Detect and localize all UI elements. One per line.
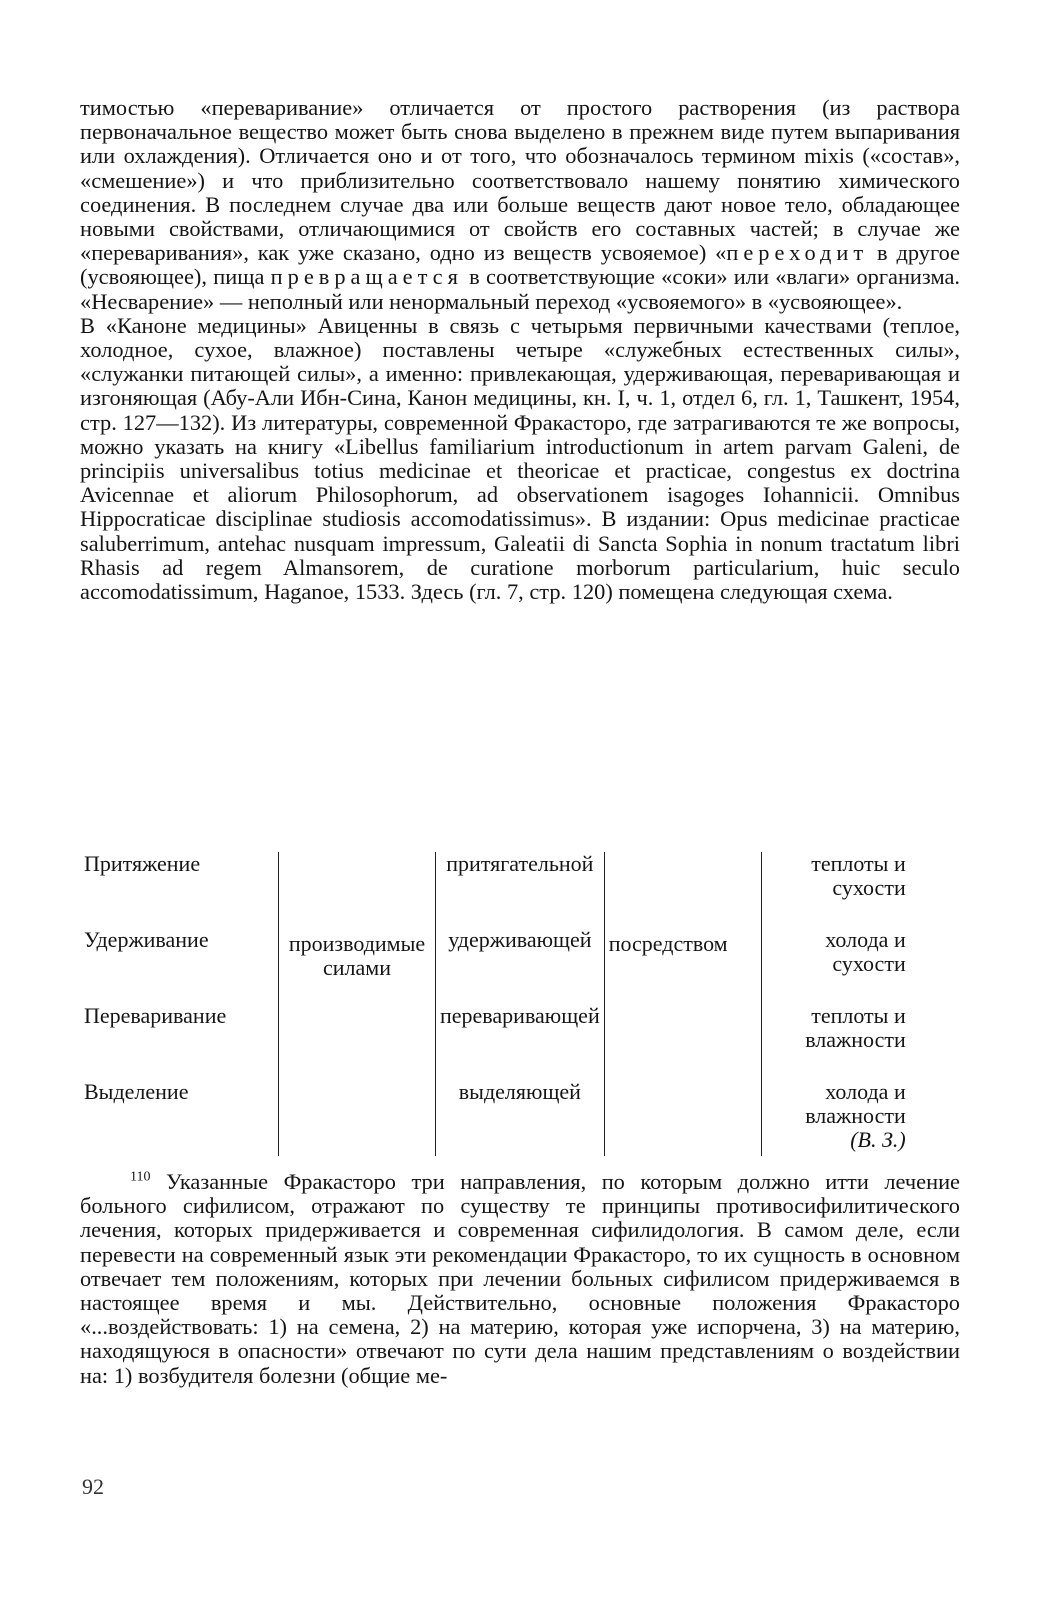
paragraph-text-3: в соответствующие «соки» или «влаги» организма. «Несварение» — неполный или ненормальный переход «усвояемого» в «усвояющее».	[80, 264, 960, 314]
paragraph-avicenna: В «Каноне медицины» Авиценны в связь с четырьмя первичными качествами (теплое, холодное, сухое, влажное) поставлены четыре «служебных естественных силы», «служанки питающей силы», а именно: привлекающая, удерживающая, переваривающая и изгоняющая (Абу-Али Ибн-Сина, Канон медицины, кн. I, ч. 1, отдел 6, гл. 1, Ташкент, 1954, стр. 127—132). Из литературы, современной Фракасторо, где затрагиваются те же вопросы, можно указать на книгу «Libellus familiarium introductionum in artem parvam Galeni, de principiis universalibus totius medicinae et theoricae et practicae, congestus ex doctrina Avicennae et aliorum Philosophorum, ad observationem isagoges Iohannicii. Omnibus Hippocraticae disciplinae studiosis accomodatissimus». В издании: Opus medicinae practicae saluberrimum, antehac nusquam impressum, Galeatii di Sancta Sophia in nonum tractatum libri Rhasis ad regem Almansorem, de curatione morborum particularium, huic seculo accomodatissimum, Haganoe, 1533. Здесь (гл. 7, стр. 120) помещена следующая схема.	[80, 312, 960, 605]
page-number: 92	[82, 1474, 104, 1499]
scheme-force: переваривающей	[436, 1004, 605, 1080]
scheme-row	[80, 1004, 910, 1080]
scheme-row	[80, 1080, 910, 1156]
scheme-signature: (В. З.)	[850, 1127, 906, 1152]
scheme-quality-text: холода и влажности	[805, 1079, 906, 1128]
scheme-via-text: посредством	[608, 931, 728, 956]
scheme-term: Удерживание	[84, 927, 209, 952]
scheme-quality: холода и сухости	[825, 927, 906, 976]
scheme-term: Переваривание	[84, 1003, 227, 1028]
scheme-quality: теплоты и сухости	[811, 851, 906, 900]
footnote-paragraph	[80, 1170, 960, 1388]
scheme-via	[604, 852, 761, 1156]
scheme-force: выделяющей	[436, 1080, 605, 1156]
paragraph-text-2: в другое (усвояющее), пища	[80, 240, 960, 290]
scheme-force: удерживающей	[436, 928, 605, 1004]
scheme-term: Притяжение	[84, 851, 201, 876]
spaced-word-2: превращается	[270, 264, 463, 290]
scheme-table	[80, 852, 910, 1156]
scheme-quality-last	[761, 1080, 910, 1156]
scheme-force: притягательной	[436, 852, 605, 928]
scheme-middle-text: производимые силами	[288, 931, 426, 980]
spaced-word-1: переходит	[726, 240, 869, 266]
scheme-middle	[279, 852, 436, 1156]
scheme-row	[80, 928, 910, 1004]
main-text	[80, 96, 960, 604]
paragraph-digestion	[80, 96, 960, 314]
footnote-number: 110	[130, 1169, 151, 1185]
scheme-quality: теплоты и влажности	[805, 1003, 906, 1052]
footnote-text: Указанные Фракасторо три направления, по которым должно итти лечение больного сифилисом, отражают по существу те принципы противосифилитического лечения, которых придерживается и современная сифилидология. В самом деле, если перевести на современный язык эти рекомендации Фракасторо, то их сущность в основном отвечает тем положениям, которых при лечении больных сифилисом придерживаемся в настоящее время и мы. Действительно, основные положения Фракасторо «...воздействовать: 1) на семена, 2) на материю, которая уже испорчена, 3) на материю, находящуюся в опасности» отвечают по сути дела нашим представлениям о воздействии на: 1) возбудителя болезни (общие ме-	[80, 1169, 960, 1388]
scheme-row	[80, 852, 910, 928]
footnote-110	[80, 1170, 960, 1388]
scheme-term: Выделение	[84, 1079, 189, 1104]
paragraph-text-1: тимостью «переваривание» отличается от простого растворения (из раствора первоначальное вещество может быть снова выделено в прежнем виде путем выпаривания или охлаждения). Отличается оно и от того, что обозначалось термином mixis («состав», «смешение») и что приблизительно соответствовало нашему понятию химического соединения. В последнем случае два или больше веществ дают новое тело, обладающее новыми свойствами, отличающимися от свойств его составных частей; в случае же «переваривания», как уже сказано, одно из веществ усвояемое) «	[80, 95, 960, 266]
